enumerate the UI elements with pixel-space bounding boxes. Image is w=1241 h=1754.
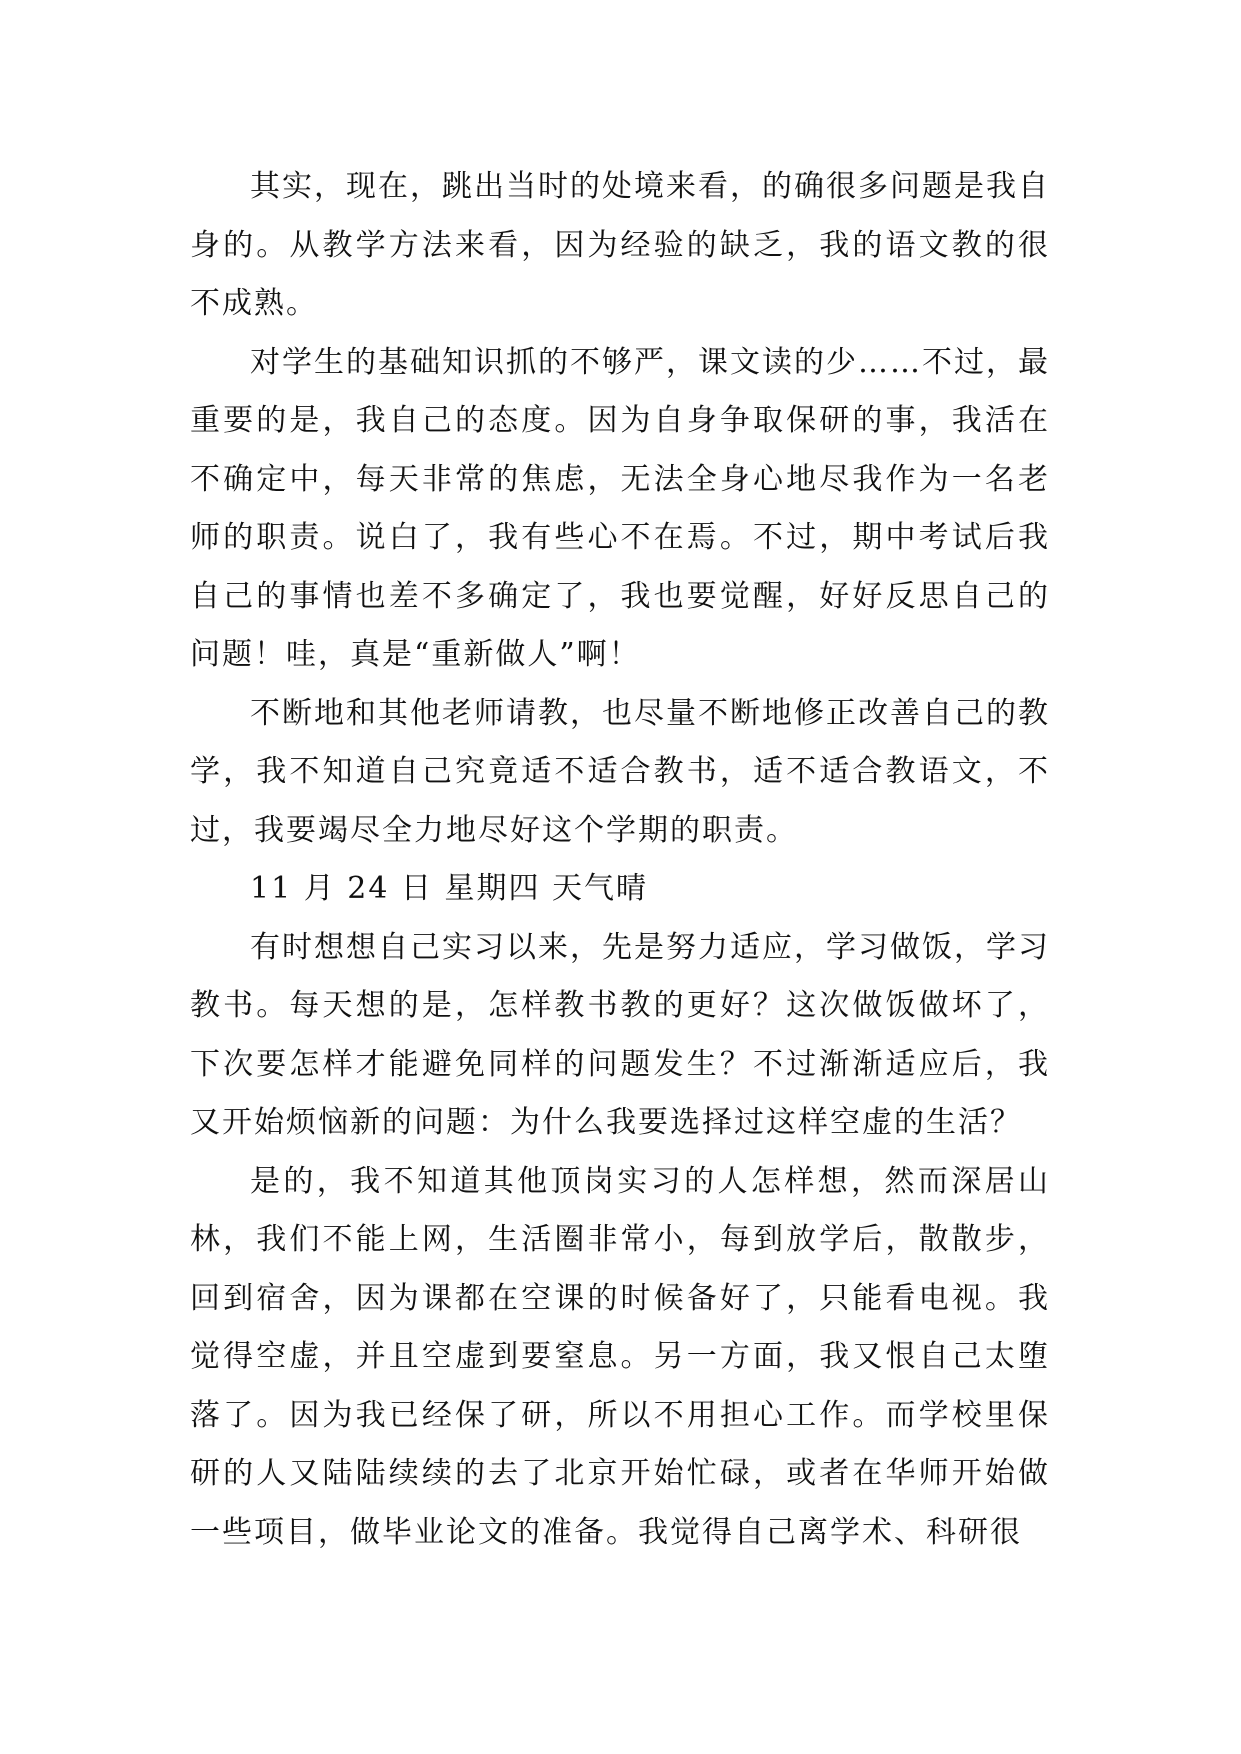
paragraph-improvement: 不断地和其他老师请教，也尽量不断地修正改善自己的教学，我不知道自己究竟适不适合教书，适不适合教语文，不过，我要竭尽全力地尽好这个学期的职责。 <box>190 695 1050 848</box>
diary-date-line: 11 月 24 日 星期四 天气晴 <box>250 871 649 906</box>
paragraph-reflection: 其实，现在，跳出当时的处境来看，的确很多问题是我自身的。从教学方法来看，因为经验的缺乏，我的语文教的很不成熟。 <box>190 169 1050 321</box>
paragraph-internship: 有时想想自己实习以来，先是努力适应，学习做饭，学习教书。每天想的是，怎样教书教的更好？这次做饭做坏了，下次要怎样才能避免同样的问题发生？不过渐渐适应后，我又开始烦恼新的问题：为什么我要选择过这样空虚的生活？ <box>190 929 1050 1140</box>
document-page <box>190 158 1050 1678</box>
paragraph-attitude: 对学生的基础知识抓的不够严，课文读的少……不过，最重要的是，我自己的态度。因为自身争取保研的事，我活在不确定中，每天非常的焦虑，无法全身心地尽我作为一名老师的职责。说白了，我有些心不在焉。不过，期中考试后我自己的事情也差不多确定了，我也要觉醒，好好反思自己的问题！哇，真是“重新做人”啊！ <box>190 344 1050 672</box>
paragraph-emptiness: 是的，我不知道其他顶岗实习的人怎样想，然而深居山林，我们不能上网，生活圈非常小，每到放学后，散散步，回到宿舍，因为课都在空课的时候备好了，只能看电视。我觉得空虚，并且空虚到要窒息。另一方面，我又恨自己太堕落了。因为我已经保了研，所以不用担心工作。而学校里保研的人又陆陆续续的去了北京开始忙碌，或者在华师开始做一些项目，做毕业论文的准备。我觉得自己离学术、科研很 <box>190 1163 1050 1550</box>
